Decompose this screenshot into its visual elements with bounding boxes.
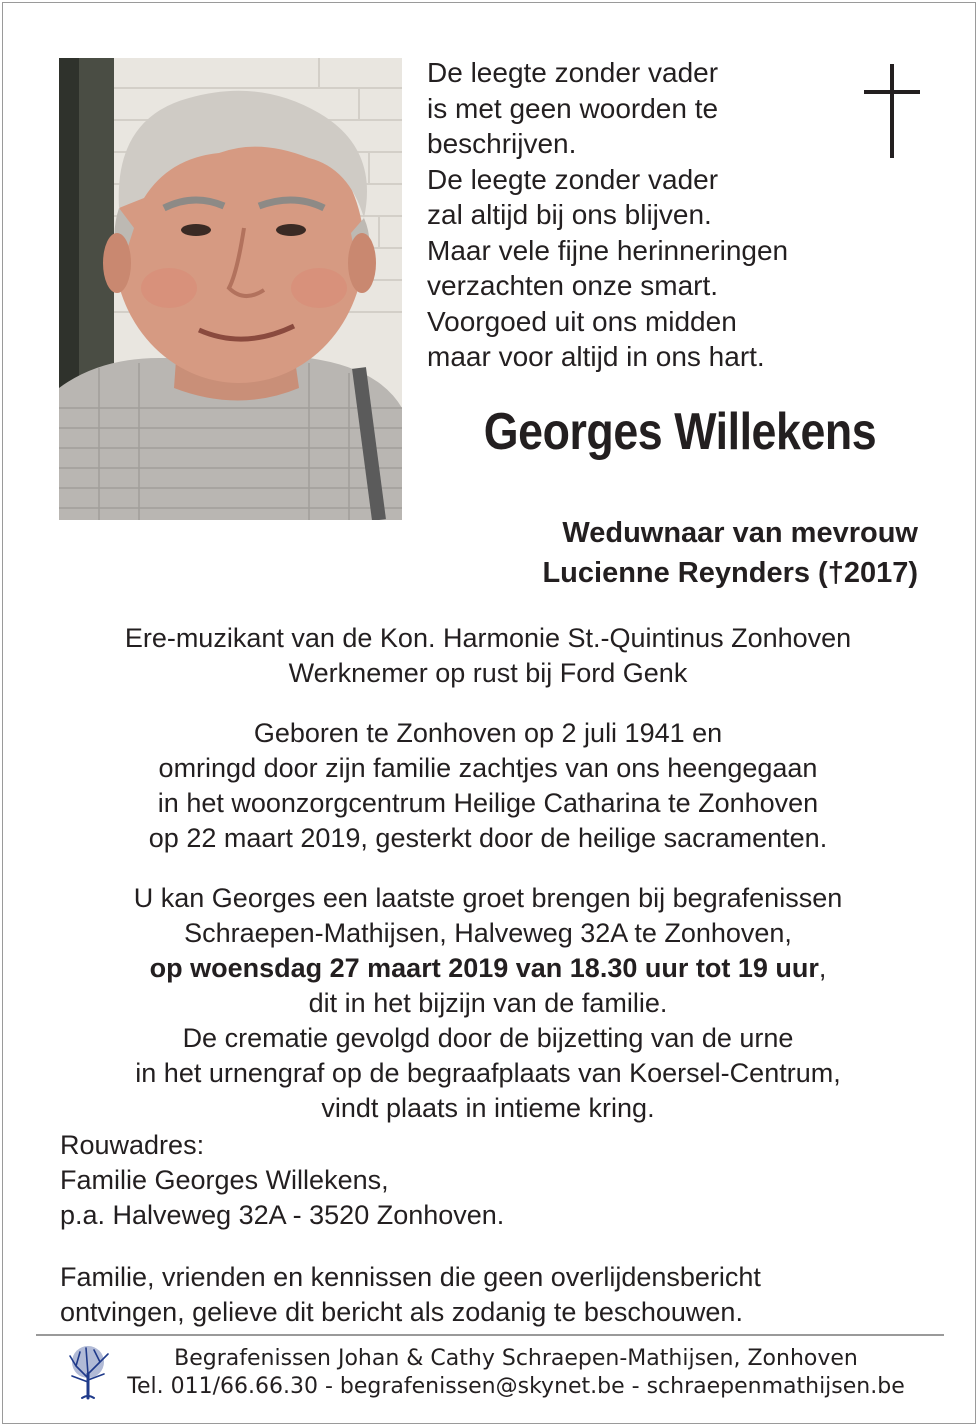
notice-line: ontvingen, gelieve dit bericht als zodanig te beschouwen. [60,1297,743,1327]
footer-divider [36,1334,944,1336]
visitation-datetime-suffix: , [818,953,827,983]
cross-icon [864,64,920,158]
poem-line: verzachten onze smart. [427,270,719,301]
visitation-line: De crematie gevolgd door de bijzetting van de urne [182,1023,794,1053]
poem-line: zal altijd bij ons blijven. [427,199,712,230]
birth-death-line: omringd door zijn familie zachtjes van ons heengegaan [158,753,818,783]
address-line: p.a. Halveweg 32A - 3520 Zonhoven. [60,1200,505,1230]
widower-line: Lucienne Reynders (†2017) [542,557,918,589]
widower-line: Weduwnaar van mevrouw [562,517,918,549]
birth-death-line: Geboren te Zonhoven op 2 juli 1941 en [253,718,723,748]
mourning-address [60,1128,940,1233]
funeral-home-footer [116,1345,916,1401]
widower-note [542,513,918,593]
visitation-line: in het urnengraf op de begraafplaats van Koersel-Centrum, [135,1058,841,1088]
visitation-datetime-bold: op woensdag 27 maart 2019 van 18.30 uur tot 19 uur [149,953,819,983]
visitation-datetime [40,951,936,986]
birth-death-block [40,716,936,856]
role-line: Werknemer op rust bij Ford Genk [288,658,688,688]
poem-line: De leegte zonder vader [427,57,719,88]
portrait-photo [59,58,402,520]
address-label: Rouwadres: [60,1130,205,1160]
birth-death-line: op 22 maart 2019, gesterkt door de heilige sacramenten. [148,823,828,853]
poem-line: Maar vele fijne herinneringen [427,234,789,266]
poem-line: maar voor altijd in ons hart. [427,341,765,372]
notice-line: Familie, vrienden en kennissen die geen overlijdensbericht [60,1262,761,1292]
visitation-line: vindt plaats in intieme kring. [321,1093,655,1123]
role-line: Ere-muzikant van de Kon. Harmonie St.-Quintinus Zonhoven [124,623,852,653]
poem-line: De leegte zonder vader [427,163,719,195]
visitation-line: dit in het bijzijn van de familie. [308,988,668,1018]
deceased-name: Georges Willekens [483,403,877,461]
tree-logo-icon [64,1344,112,1400]
footer-company: Begrafenissen Johan & Cathy Schraepen-Mathijsen, Zonhoven [174,1346,858,1371]
poem-line: beschrijven. [427,128,577,159]
poem-line: Voorgoed uit ons midden [427,305,737,337]
footer-contact: Tel. 011/66.66.30 - begrafenissen@skynet.be - schraepenmathijsen.be [127,1374,905,1399]
poem-line: is met geen woorden te [427,92,719,124]
roles-block [40,621,936,691]
birth-death-line: in het woonzorgcentrum Heilige Catharina te Zonhoven [157,788,819,818]
address-line: Familie Georges Willekens, [60,1165,389,1195]
visitation-line: U kan Georges een laatste groet brengen bij begrafenissen [133,883,843,913]
notice-block [60,1260,940,1330]
visitation-block [40,881,936,1126]
visitation-line: Schraepen-Mathijsen, Halveweg 32A te Zonhoven, [184,918,792,948]
poem [427,55,847,375]
